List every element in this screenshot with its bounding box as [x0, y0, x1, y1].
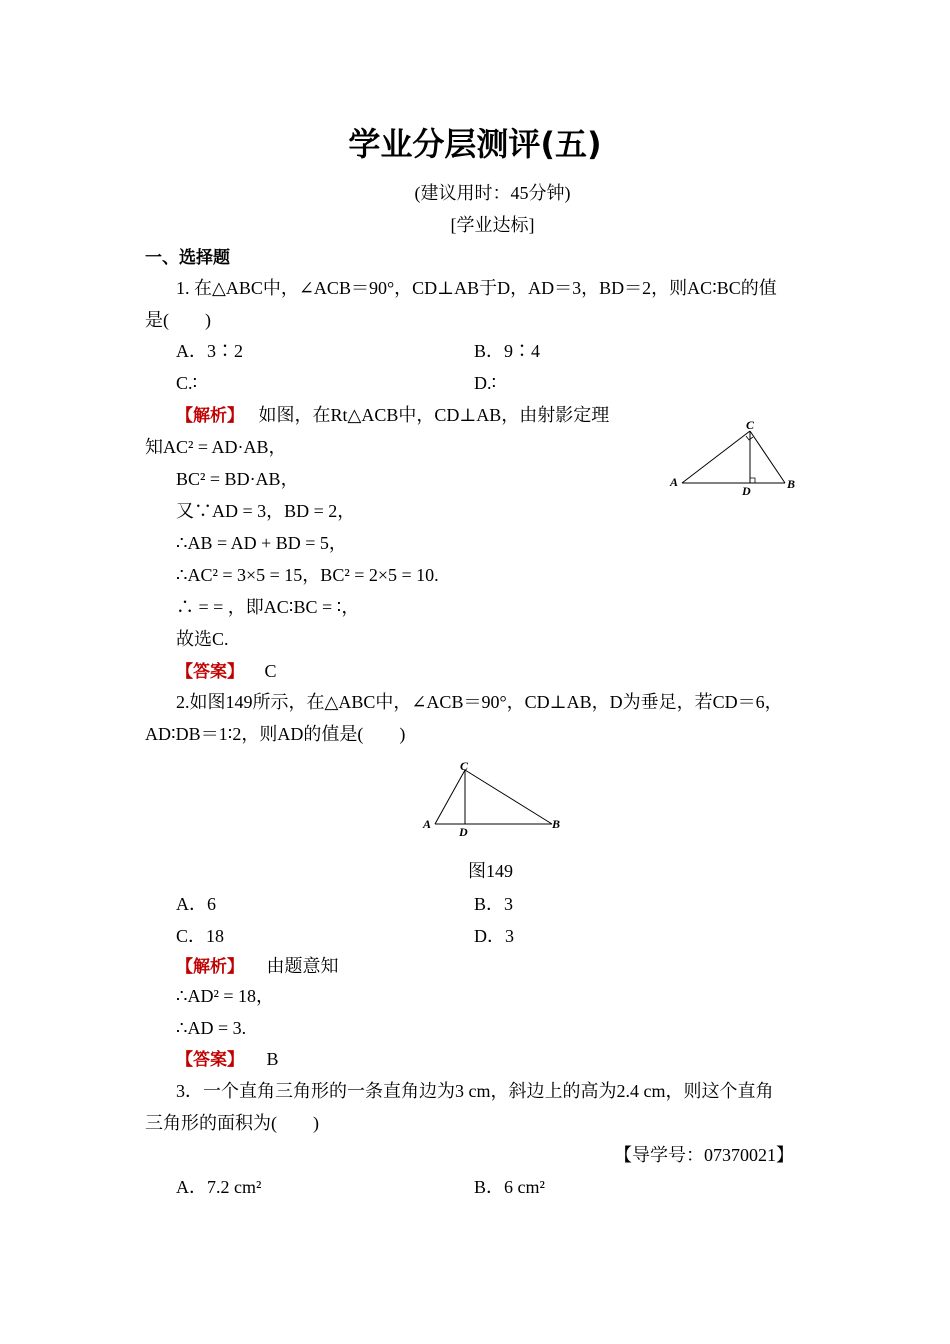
q1-option-b: B．9∶4 [474, 341, 541, 361]
fig1-label-b: B [787, 477, 796, 491]
fig2-label-c: C [460, 759, 469, 773]
q2-option-a: A．6 [176, 894, 216, 914]
q1-analysis-text: 如图，在Rt△ACB中，CD⊥AB，由射影定理 [258, 405, 610, 425]
q1-step: ∴ = = ，即AC∶BC = ∶， [176, 597, 360, 617]
q1-stem-line2: 是( ) [145, 310, 211, 330]
q2-option-c: C．18 [176, 926, 225, 946]
q1-step: ∴AB = AD + BD = 5， [176, 533, 347, 553]
q2-answer-tag: 【答案】 [176, 1050, 244, 1070]
q2-figure-caption: 图149 [468, 861, 513, 881]
q2-step: ∴AD² = 18， [176, 986, 274, 1006]
q1-option-a: A．3∶2 [176, 341, 243, 361]
q1-step: 故选C. [176, 629, 229, 649]
q1-step: 又∵AD = 3，BD = 2， [176, 501, 356, 521]
page-title: 学业分层测评(五) [348, 125, 602, 163]
q1-option-c: C.∶ [176, 373, 198, 393]
q1-step: BC² = BD·AB， [176, 469, 299, 489]
fig1-label-a: A [670, 475, 679, 489]
section-heading: 一、选择题 [145, 248, 230, 268]
q1-answer-tag: 【答案】 [176, 662, 244, 682]
q3-option-a: A．7.2 cm² [176, 1177, 262, 1197]
q1-option-d: D.∶ [474, 373, 497, 393]
level-heading: [学业达标] [450, 215, 535, 235]
q1-analysis-line [176, 404, 609, 427]
q1-answer-line [176, 660, 277, 683]
suggested-time: (建议用时：45分钟) [414, 183, 571, 203]
q1-triangle-figure [660, 415, 805, 500]
q2-step: ∴AD = 3. [176, 1018, 247, 1038]
guide-number: 【导学号：07370021】 [614, 1145, 794, 1165]
fig1-label-c: C [746, 418, 755, 432]
q1-step: ∴AC² = 3×5 = 15，BC² = 2×5 = 10. [176, 565, 439, 585]
q3-option-b: B．6 cm² [474, 1177, 545, 1197]
q3-stem-line1: 3．一个直角三角形的一条直角边为3 cm，斜边上的高为2.4 cm，则这个直角 [176, 1081, 774, 1101]
q2-option-d: D．3 [474, 926, 514, 946]
q2-triangle-figure [420, 758, 570, 838]
q1-analysis-tag: 【解析】 [176, 406, 244, 426]
q2-analysis-line [176, 955, 339, 978]
q2-stem-line1: 2.如图149所示，在△ABC中，∠ACB＝90°，CD⊥AB，D为垂足，若CD＝6， [176, 692, 783, 712]
q2-stem-line2: AD∶DB＝1∶2，则AD的值是( ) [145, 724, 406, 744]
q2-answer-line [176, 1048, 279, 1071]
fig2-label-d: D [459, 825, 468, 838]
fig2-label-b: B [552, 817, 561, 831]
q2-analysis-tag: 【解析】 [176, 957, 244, 977]
q3-stem-line2: 三角形的面积为( ) [145, 1113, 319, 1133]
q2-option-b: B．3 [474, 894, 514, 914]
q2-analysis-text: 由题意知 [266, 956, 339, 976]
fig1-label-d: D [742, 484, 751, 498]
q1-step: 知AC² = AD·AB， [145, 437, 287, 457]
q1-answer: C [264, 661, 277, 681]
fig2-label-a: A [423, 817, 432, 831]
q1-stem-line1: 1. 在△ABC中，∠ACB＝90°，CD⊥AB于D，AD＝3，BD＝2，则AC∶BC的值 [176, 278, 777, 298]
q2-answer: B [266, 1049, 279, 1069]
